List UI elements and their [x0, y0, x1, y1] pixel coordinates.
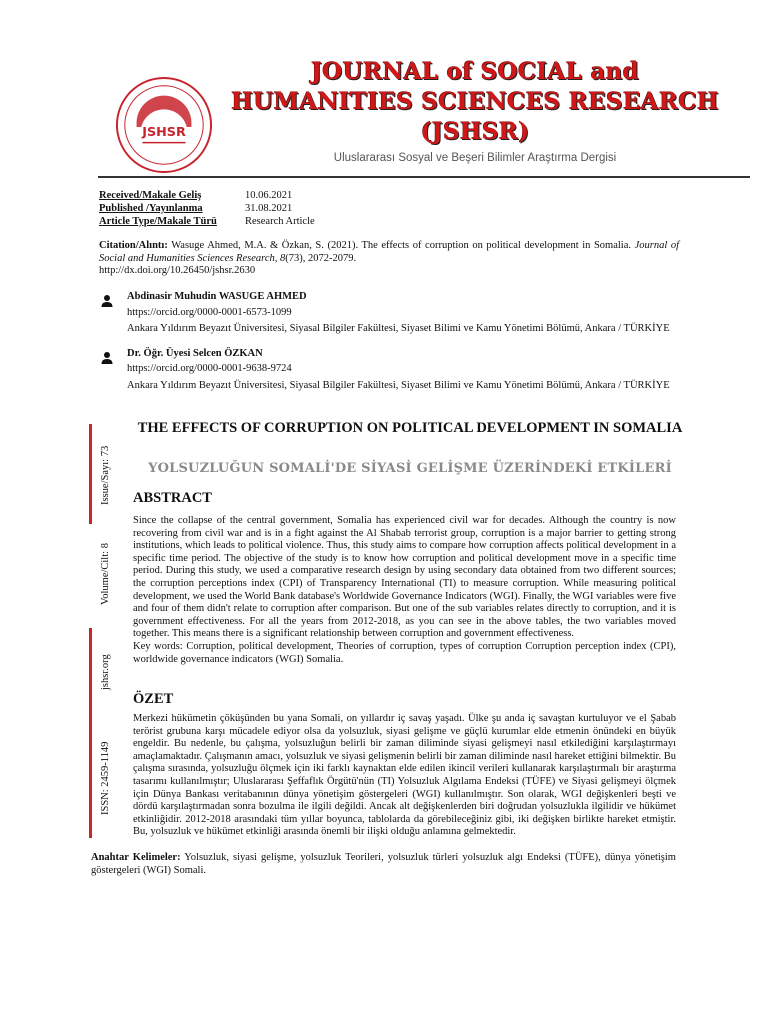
ozet-text: Merkezi hükümetin çöküşünden bu yana Somali, on yıllardır iç savaş yaşadı. Ülke şu anda iç savaştan kurtuluyor ve el Şabab terörist grubuna karşı mücadele ediyor olsa da yolsuzluk, siyasi gelişme ve güçlü kurumlar elde etmenin önündeki en büyük engeldir. Bu nedenle, bu çalışma, yolsuzluğun belirli bir zaman diliminde siyasi gelişmeyi nasıl etkilediğini karşılaştırmayı amaçlamaktadır. Çalışmanın amacı, yolsuzluk ve siyasi gelişmenin belirli bir zaman diliminde nasıl hareket ettiğini bilmektir. Bu çalışma sırasında, yolsuzluğu ölçmek için iki farklı kaynaktan elde edilen ikincil verileri kullanarak karşılaştırmalı bir araştırma tasarımı kullanılmıştır; Uluslararası Şeffaflık Örgütü'nün (TI) Yolsuzluk Algılama Endeksi (TÜFE) ve Siyasi gelişmeyi ölçmek için Dünya Bankası veritabanının dünya yönetişim göstergeleri (WGI) kullanılmıştır. Son olarak, WGI değişkenleri beşti ve dördü karşılaştırmadan sonra bozulma ile ilgili değildi. Ancak alt değişkenlerden biri doğrudan yolsuzlukla ilgilidir ve hükümet etkinliğidir. 2012-2018 arasındaki tüm yıllar boyunca, tablolarda da görebileceğiniz gibi, iki değişken birlikte hareket etmiştir. Bu, yolsuzluk ve hükümet etkinliği arasında önemli bir ilişki olduğu anlamına gelmektedir. — [133, 713, 676, 838]
paper-title-tr: YOLSUZLUĞUN SOMALİ'DE SİYASİ GELİŞME ÜZERİNDEKİ ETKİLERİ — [148, 461, 672, 476]
sidebar-volume: Volume/Cilt: 8 — [100, 543, 111, 605]
citation-text: Wasuge Ahmed, M.A. & Özkan, S. (2021). The effects of corruption on political development in Somalia. — [167, 240, 631, 251]
published-label: Published /Yayınlanma — [99, 203, 203, 214]
article-type-value: Research Article — [245, 216, 315, 227]
citation-issue-pages: (73), 2072-2079. — [285, 252, 357, 264]
citation-doi[interactable]: http://dx.doi.org/10.26450/jshsr.2630 — [99, 265, 256, 277]
abstract-body — [133, 515, 676, 666]
sidebar-site: jshsr.org — [100, 654, 111, 690]
sidebar-issue: Issue/Sayı: 73 — [100, 445, 111, 505]
author-1-orcid[interactable]: https://orcid.org/0000-0001-6573-1099 — [127, 307, 292, 318]
abstract-heading: ABSTRACT — [133, 490, 212, 506]
keywords-tr-block — [91, 852, 676, 877]
header-divider — [98, 176, 750, 178]
author-1-affiliation: Ankara Yıldırım Beyazıt Üniversitesi, Siyasal Bilgiler Fakültesi, Siyaset Bilimi ve Kamu Yönetimi Bölümü, Ankara / TÜRKİYE — [127, 323, 670, 334]
journal-title-line-3: (JSHSR) — [420, 118, 530, 145]
journal-title-line-1: JOURNAL of SOCIAL and — [310, 58, 640, 85]
article-type-label: Article Type/Makale Türü — [99, 216, 217, 227]
author-2-name: Dr. Öğr. Üyesi Selcen ÖZKAN — [127, 348, 263, 359]
keywords-en: Key words: Corruption, political development, Theories of corruption, types of corruption Corruption perception index (CPI), worldwide governance indicators (WGI) Somalia. — [133, 640, 676, 665]
author-2-affiliation: Ankara Yıldırım Beyazıt Üniversitesi, Siyasal Bilgiler Fakültesi, Siyaset Bilimi ve Kamu Yönetimi Bölümü, Ankara / TÜRKİYE — [127, 380, 670, 391]
person-icon — [100, 351, 114, 365]
author-2-orcid[interactable]: https://orcid.org/0000-0001-9638-9724 — [127, 363, 292, 374]
author-1-name: Abdinasir Muhudin WASUGE AHMED — [127, 291, 307, 302]
sidebar-accent-bar — [89, 424, 92, 524]
keywords-tr-label: Anahtar Kelimeler: — [91, 852, 181, 863]
paper-title-en: THE EFFECTS OF CORRUPTION ON POLITICAL DEVELOPMENT IN SOMALIA — [137, 420, 683, 436]
citation-journal: Journal of Social and Humanities Sciences Research, 8 — [99, 240, 679, 264]
svg-text:JSHSR: JSHSR — [142, 124, 186, 140]
journal-subtitle: Uluslararası Sosyal ve Beşeri Bilimler Araştırma Dergisi — [333, 152, 617, 164]
keywords-tr: Yolsuzluk, siyasi gelişme, yolsuzluk Teorileri, yolsuzluk türleri yolsuzluk algı Endeksi (TÜFE), dünya yönetişim göstergeleri (WGI) Somali. — [91, 852, 676, 876]
sidebar-issn: ISSN: 2459-1149 — [100, 741, 111, 815]
person-icon — [100, 294, 114, 308]
abstract-text: Since the collapse of the central government, Somalia has experienced civil war for decades. Although the country is now recovering from civil war and is in a fight against the Al Shabab terrorist group, corruption is a major barrier to getting strong institutions, which leads to political violence. Thus, this study aims to compare how corruption affects political development in a specific time period. The objective of the study is to know how corruption and political development move in a specific time period. During this study, we used a comparative research design by using secondary data obtained from two different sources; the corruption perceptions index (CPI) of Transparency International (TI) to measure corruption. While measuring political development, we used the World Bank database's Worldwide Governance Indicators (WGI). Finally, the WGI variables were five and four of them didn't relate to corruption after comparison. But one of the sub variables relates directly to corruption, and it is government effectiveness. For all the years from 2012-2018, as you can see in the above tables, the two variables moved together. This means there is a significant relationship between corruption and government effectiveness. — [133, 515, 676, 640]
received-value: 10.06.2021 — [245, 190, 293, 201]
ozet-body — [133, 713, 676, 839]
ozet-heading: ÖZET — [133, 691, 174, 707]
citation-block — [99, 240, 679, 278]
received-label: Received/Makale Geliş — [99, 190, 202, 201]
published-value: 31.08.2021 — [245, 203, 293, 214]
citation-label: Citation/Alıntı: — [99, 240, 168, 251]
journal-title-line-2: HUMANITIES SCIENCES RESEARCH — [231, 88, 719, 115]
sidebar-accent-bar — [89, 628, 92, 838]
jshsr-logo — [115, 76, 213, 174]
